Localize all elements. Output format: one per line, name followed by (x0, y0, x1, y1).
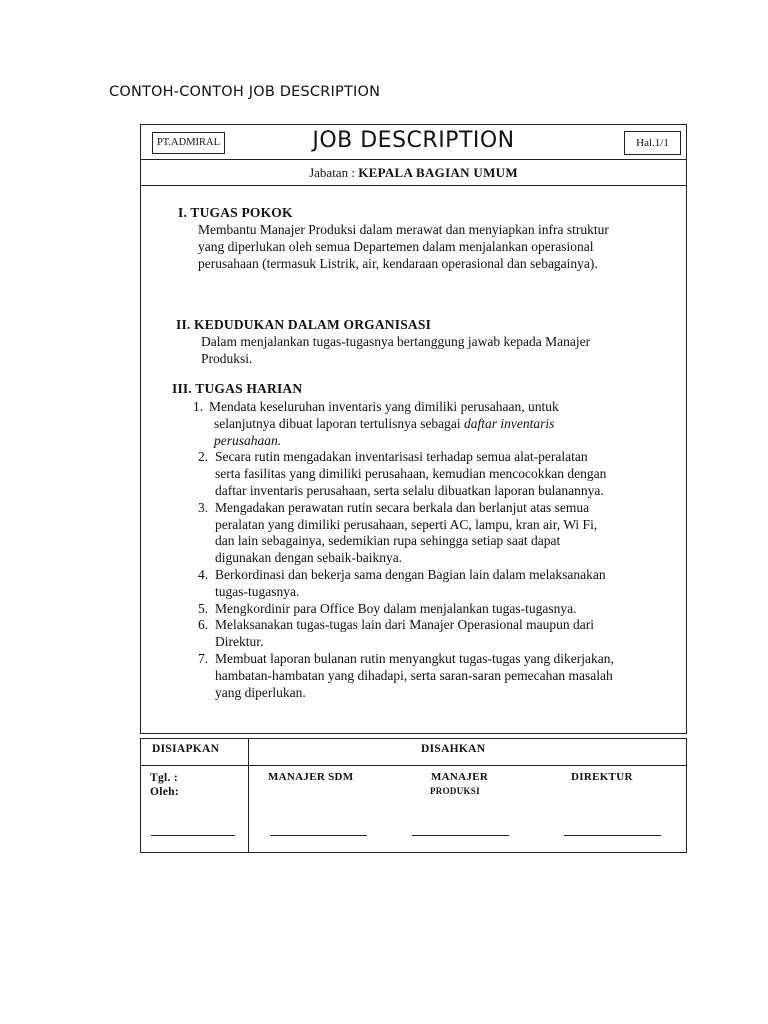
text-line: Berkordinasi dan bekerja sama dengan Bagian lain dalam melaksanakan (215, 566, 606, 582)
approved-label: DISAHKAN (421, 743, 486, 755)
daily-task-list (193, 399, 678, 701)
date-label: Tgl. : (150, 772, 178, 784)
text-line: peralatan yang dimiliki perusahaan, seperti AC, lampu, kran air, Wi Fi, (215, 516, 598, 532)
row-divider (141, 765, 248, 766)
manager-hr-label: MANAJER SDM (268, 771, 354, 783)
text-line: Direktur. (215, 634, 264, 650)
section-kedudukan-body (201, 334, 590, 368)
list-item (198, 500, 678, 567)
text-line (209, 433, 678, 450)
text-line: digunakan dengan sebaik-baiknya. (215, 550, 403, 566)
list-item (198, 617, 678, 651)
section-tugas-pokok-title: I. TUGAS POKOK (178, 205, 293, 220)
position-value: KEPALA BAGIAN UMUM (358, 165, 518, 180)
list-item-number: 7. (198, 650, 209, 666)
section-tugas-pokok-body (198, 222, 609, 272)
manager-production-label: MANAJER (431, 771, 489, 783)
position-label: Jabatan : (309, 165, 355, 180)
text-line (209, 416, 678, 433)
text-line: Dalam menjalankan tugas-tugasnya bertanggung jawab kepada Manajer (201, 334, 591, 349)
signature-line-production (412, 835, 509, 836)
list-item-number: 5. (198, 600, 209, 616)
list-item (198, 449, 678, 499)
section-kedudukan-title: II. KEDUDUKAN DALAM ORGANISASI (176, 317, 432, 332)
text-line: Mengadakan perawatan rutin secara berkala dan berlanjut atas semua (215, 499, 590, 515)
list-item-number: 2. (198, 449, 209, 465)
text-line: Secara rutin mengadakan inventarisasi terhadap semua alat-peralatan (215, 449, 588, 465)
text-line: yang diperlukan oleh semua Departemen dalam menjalankan operasional (198, 238, 594, 254)
job-description-frame (140, 124, 687, 734)
text-line: daftar inventaris perusahaan, serta selalu dibuatkan laporan bulanannya. (215, 482, 604, 498)
text-line: Membantu Manajer Produksi dalam merawat dan menyiapkan infra struktur (198, 222, 609, 237)
text-line: Membuat laporan bulanan rutin menyangkut tugas-tugas yang dikerjakan, (215, 650, 614, 666)
list-item-number: 1. (193, 399, 204, 414)
text-line: yang diperlukan. (215, 684, 306, 700)
text-line: Mendata keseluruhan inventaris yang dimiliki perusahaan, untuk (209, 399, 559, 414)
page-heading: CONTOH-CONTOH JOB DESCRIPTION (109, 84, 381, 100)
list-item (198, 601, 678, 618)
by-label: Oleh: (150, 786, 179, 798)
text-line: perusahaan (termasuk Listrik, air, kendaraan operasional dan sebagainya). (198, 255, 598, 271)
text-line: hambatan-hambatan yang dihadapi, serta saran-saran pemecahan masalah (215, 667, 613, 683)
text-line: tugas-tugasnya. (215, 583, 300, 599)
text-segment: selanjutnya dibuat laporan tertulisnya sebagai (214, 415, 465, 431)
column-divider (248, 739, 249, 852)
text-line: serta fasilitas yang dimiliki perusahaan, kemudian mencocokkan dengan (215, 466, 607, 482)
header-row (141, 125, 686, 160)
signature-table (140, 738, 687, 853)
list-item-number: 6. (198, 617, 209, 633)
list-item (198, 567, 678, 601)
director-label: DIREKTUR (571, 771, 633, 783)
list-item-number: 4. (198, 566, 209, 582)
list-item (193, 399, 678, 449)
prepared-label: DISIAPKAN (152, 743, 220, 755)
manager-production-label-2: PRODUKSI (430, 786, 480, 796)
section-tugas-harian-title: III. TUGAS HARIAN (172, 381, 303, 396)
text-line: Melaksanakan tugas-tugas lain dari Manajer Operasional maupun dari (215, 617, 594, 633)
signature-line-prepared (151, 835, 235, 836)
italic-term: daftar inventaris (464, 415, 555, 431)
position-row (141, 160, 686, 186)
list-item-number: 3. (198, 499, 209, 515)
document-title: JOB DESCRIPTION (312, 128, 515, 153)
text-line: dan lain sebagainya, sedemikian rupa sehingga setiap saat dapat (215, 533, 561, 549)
signature-line-hr (270, 835, 367, 836)
list-item (198, 651, 678, 701)
row-divider (248, 765, 686, 766)
italic-term: perusahaan. (214, 432, 282, 448)
text-line: Produksi. (201, 350, 253, 366)
page-number-box: Hal.1/1 (624, 131, 681, 155)
signature-line-director (564, 835, 661, 836)
text-line: Mengkordinir para Office Boy dalam menjalankan tugas-tugasnya. (215, 600, 577, 616)
company-box: PT.ADMIRAL (152, 132, 225, 154)
